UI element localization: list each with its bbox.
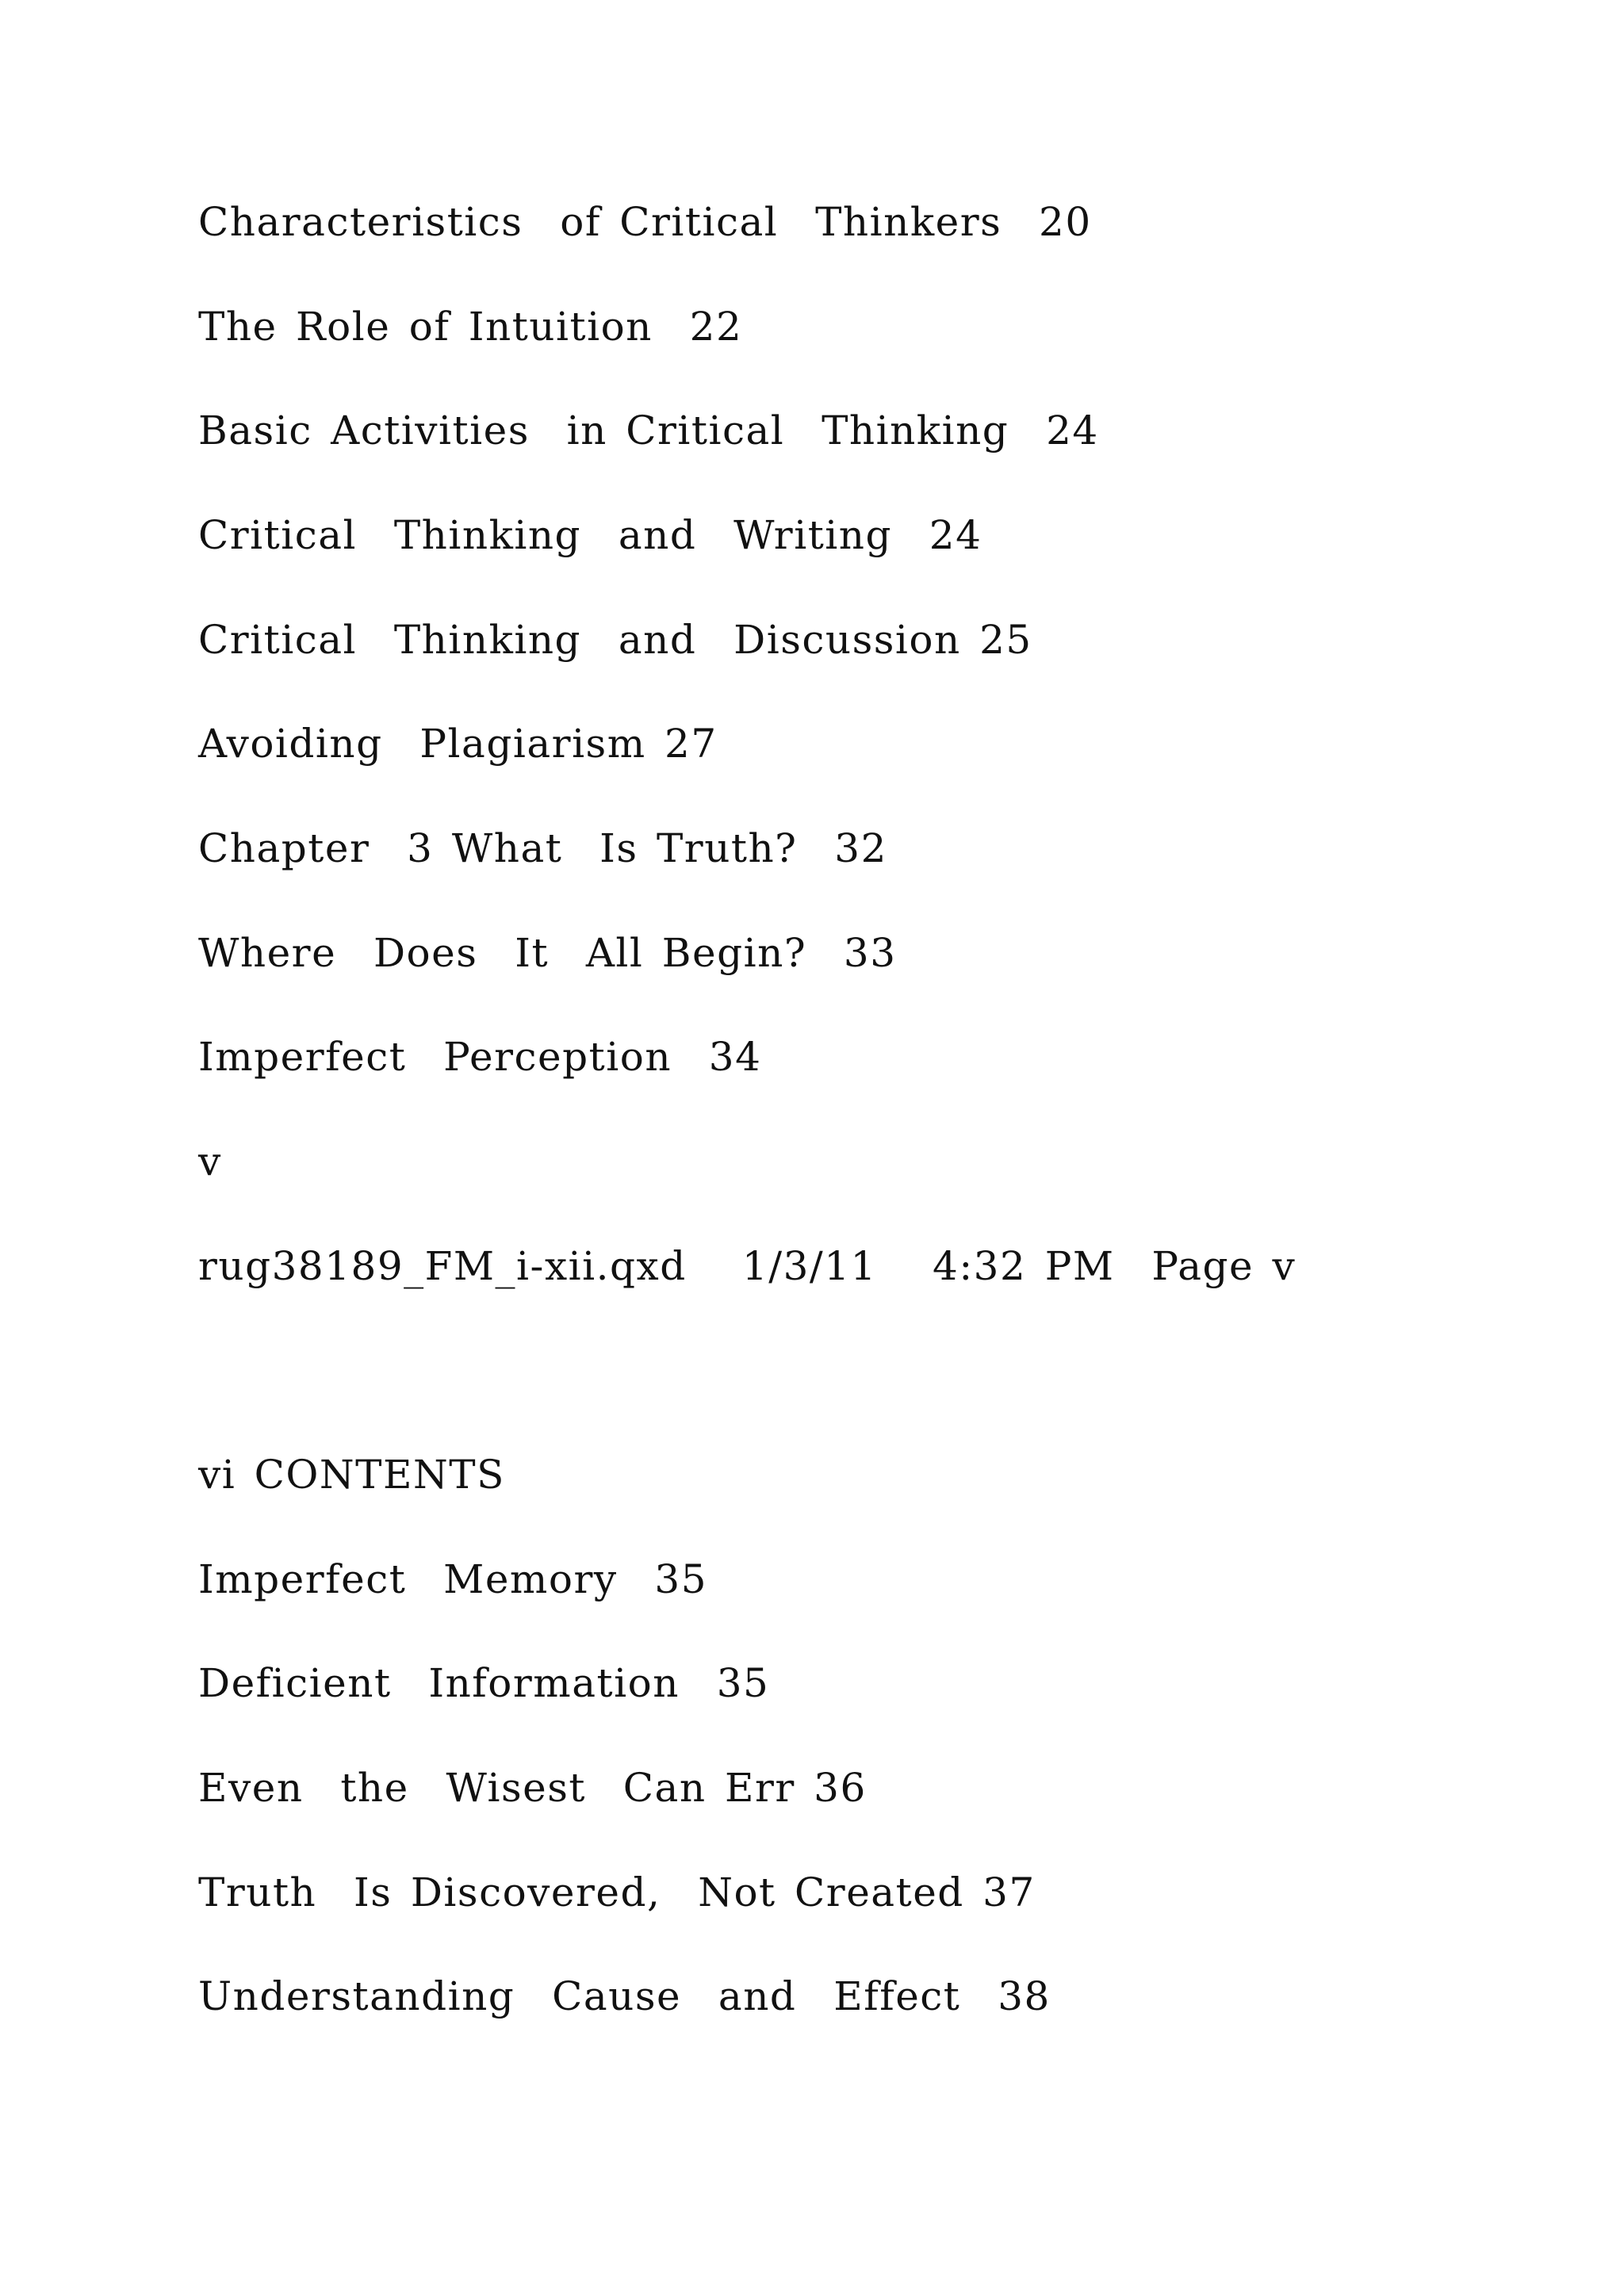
file-slug-line: rug38189_FM_i-xii.qxd 1/3/11 4:32 PM Page v	[198, 1243, 1297, 1289]
page-number: v	[198, 1138, 222, 1184]
toc-entry: The Role of Intuition 22	[198, 304, 743, 350]
toc-entry: Even the Wisest Can Err 36	[198, 1765, 867, 1811]
toc-entry: Critical Thinking and Writing 24	[198, 512, 982, 558]
toc-entry: Characteristics of Critical Thinkers 20	[198, 199, 1092, 245]
toc-entry: Truth Is Discovered, Not Created 37	[198, 1869, 1036, 1915]
toc-entry: Where Does It All Begin? 33	[198, 930, 897, 976]
toc-entry: Imperfect Perception 34	[198, 1034, 762, 1080]
toc-entry: Basic Activities in Critical Thinking 24	[198, 408, 1099, 453]
toc-entry: Understanding Cause and Effect 38	[198, 1973, 1051, 2019]
toc-entry: Critical Thinking and Discussion 25	[198, 617, 1032, 663]
toc-entry: Imperfect Memory 35	[198, 1556, 707, 1602]
running-header: vi CONTENTS	[198, 1452, 505, 1498]
toc-chapter-heading: Chapter 3 What Is Truth? 32	[198, 825, 887, 871]
toc-entry: Avoiding Plagiarism 27	[198, 721, 718, 767]
toc-entry: Deficient Information 35	[198, 1660, 770, 1706]
